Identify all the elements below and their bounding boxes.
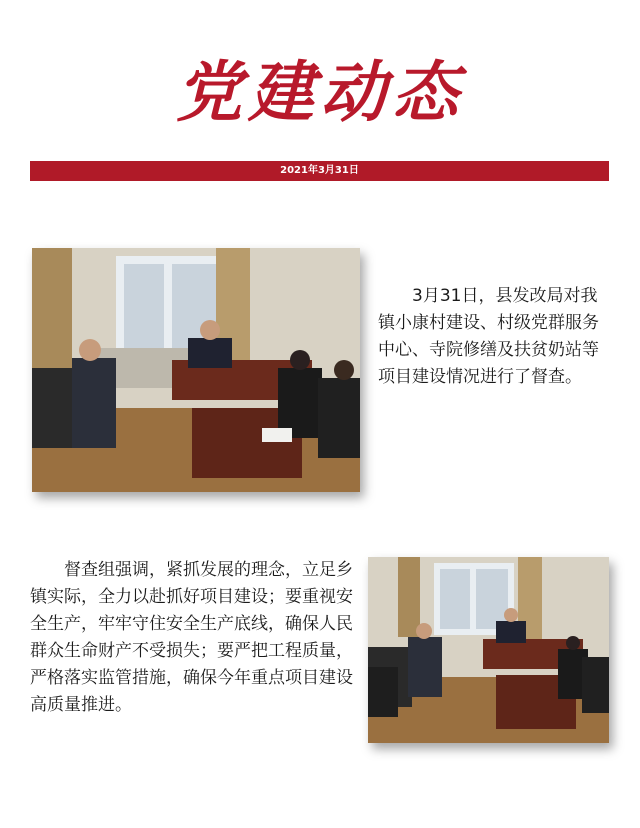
news-paragraph-1: 3月31日，县发改局对我镇小康村建设、村级党群服务中心、寺院修缮及扶贫奶站等项目建设情况进行了督查。 bbox=[378, 286, 599, 387]
date-banner: 2021年3月31日 bbox=[30, 161, 609, 181]
meeting-photo-2 bbox=[368, 557, 609, 743]
meeting-photo bbox=[32, 248, 360, 492]
page-title: 党建动态 bbox=[176, 53, 464, 131]
news-paragraph-2: 督查组强调，紧抓发展的理念，立足乡镇实际，全力以赴抓好项目建设；要重视安全生产，牢牢守住安全生产底线，确保人民群众生命财产不受损失；要严把工程质量，严格落实监管措施，确保今年重点项目建设高质量推进。 bbox=[30, 560, 353, 715]
